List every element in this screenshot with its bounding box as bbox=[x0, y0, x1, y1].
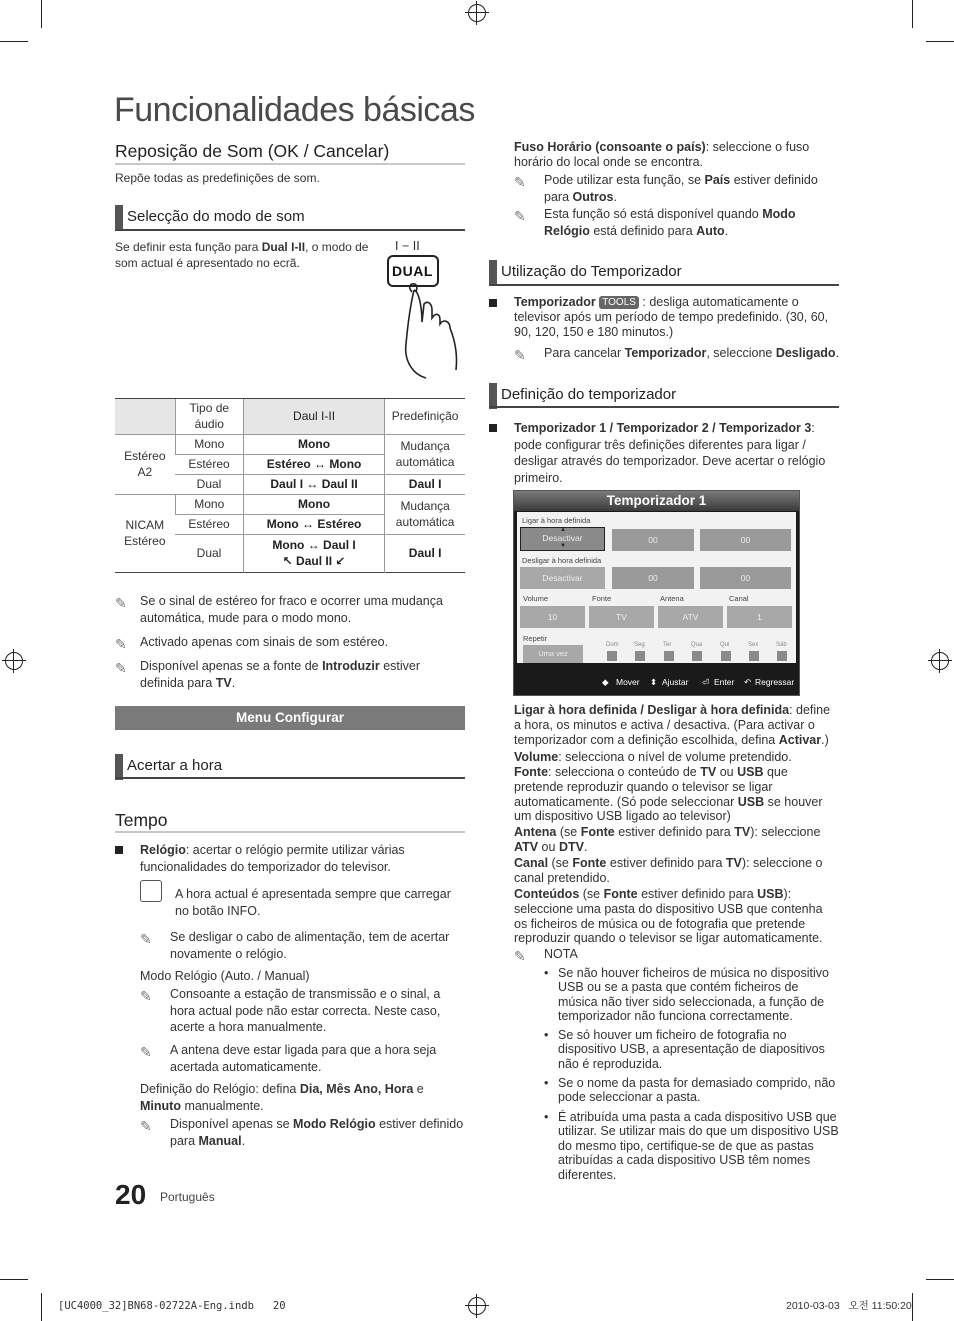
osd-footer bbox=[514, 669, 799, 695]
table-header: Daul I-II bbox=[243, 399, 384, 435]
nota-heading: ✎ NOTA bbox=[514, 947, 578, 964]
bullet-square-icon bbox=[489, 424, 497, 432]
day-label: Seg bbox=[634, 642, 645, 648]
table-header: Tipo de áudio bbox=[175, 399, 243, 435]
crop-mark bbox=[912, 0, 913, 28]
crop-mark bbox=[41, 1293, 42, 1321]
note: ✎ Se desligar o cabo de alimentação, tem de acertar novamente o relógio. bbox=[140, 930, 450, 961]
list-item: • Se não houver ficheiros de música no dispositivo USB ou se a pasta que contém ficheiros de música não tiver sido seleccionada, a função de temporizador não funciona correctamente. bbox=[544, 966, 839, 1024]
day-label: Sex bbox=[748, 642, 759, 648]
divider bbox=[115, 831, 465, 833]
crop-mark bbox=[912, 1293, 913, 1321]
table-cell: Mono bbox=[243, 435, 384, 455]
osd-panel bbox=[517, 512, 796, 663]
print-file-info: [UC4000_32]BN68-02722A-Eng.indb 20 bbox=[58, 1300, 286, 1312]
note: ✎ Pode utilizar esta função, se País estiver definido para Outros. bbox=[514, 173, 818, 204]
sound-mode-heading: Selecção do modo de som bbox=[115, 207, 305, 227]
tempo-heading: Tempo bbox=[115, 810, 168, 830]
footer-move: Mover bbox=[616, 677, 640, 687]
note: ✎ Disponível apenas se Modo Relógio estiver definido para Manual. bbox=[140, 1117, 464, 1148]
off-time-label: Desligar à hora definida bbox=[522, 556, 602, 565]
pencil-icon: ✎ bbox=[514, 208, 526, 224]
volume-field[interactable]: 10 bbox=[520, 606, 585, 628]
pencil-icon: ✎ bbox=[115, 660, 127, 676]
on-time-label: Ligar à hora definida bbox=[522, 516, 591, 525]
tools-button-icon: TOOLS bbox=[599, 296, 639, 309]
table-cell: Estéreo bbox=[175, 455, 243, 475]
clock-mode-title: Modo Relógio (Auto. / Manual) bbox=[140, 969, 310, 983]
dual-label: I − II bbox=[395, 239, 420, 253]
table-cell: Mono bbox=[175, 495, 243, 515]
sleep-timer-item: Temporizador TOOLS : desliga automaticamente o televisor após um período de tempo predefinido. (30, 60, 90, 120, 150 e 180 minutos.) bbox=[489, 295, 839, 340]
timer-usage-heading: Utilização do Temporizador bbox=[489, 262, 682, 282]
table-cell: Estéreo bbox=[175, 515, 243, 535]
volume-label: Volume bbox=[523, 594, 549, 603]
footer-adjust: Ajustar bbox=[662, 677, 689, 687]
enter-icon: ⏎ bbox=[702, 677, 710, 687]
registration-mark-icon bbox=[5, 652, 23, 670]
sound-mode-text: Se definir esta função para Dual I-II, o modo de som actual é apresentado no ecrã. bbox=[115, 240, 369, 270]
timer-osd-screen bbox=[513, 490, 800, 696]
relogio-item: Relógio: acertar o relógio permite utilizar várias funcionalidades do temporizador do televisor. bbox=[115, 842, 465, 875]
dual-button: DUAL bbox=[392, 263, 433, 279]
crop-mark bbox=[926, 1279, 954, 1280]
antenna-label: Antena bbox=[660, 594, 684, 603]
note: ✎ Esta função só está disponível quando Modo Relógio está definido para Auto. bbox=[514, 207, 796, 238]
up-arrow-icon: ▲ bbox=[560, 527, 566, 533]
pencil-icon: ✎ bbox=[140, 931, 152, 947]
table-cell: Dual bbox=[175, 475, 243, 495]
on-off-description: Ligar à hora definida / Desligar à hora definida: define a hora, os minutos e activa / desactiva. (Para activar o temporizador com a definição escolhida, defina Activar.) bbox=[514, 703, 831, 747]
source-field[interactable]: TV bbox=[589, 606, 654, 628]
divider bbox=[115, 163, 465, 165]
day-label: Ter bbox=[663, 642, 672, 648]
contents-description: Conteúdos (se Fonte estiver definido para USB): seleccione uma pasta do dispositivo USB que contenha os ficheiros de música ou de fotografia que pretende reproduzir quando o televisor se ligar automaticamente. bbox=[514, 887, 823, 946]
on-hour-field[interactable]: 00 bbox=[612, 529, 694, 551]
divider bbox=[115, 777, 465, 779]
table-cell: Estéreo ↔ Mono bbox=[243, 455, 384, 475]
on-time-select[interactable]: Desactivar bbox=[520, 527, 605, 551]
source-description: Fonte: selecciona o conteúdo de TV ou USB que pretende reproduzir quando o televisor se ligar automaticamente. (Só pode seleccionar USB se houver um dispositivo USB ligado ao televisor) bbox=[514, 765, 823, 824]
divider bbox=[115, 229, 465, 231]
table-cell: Daul I bbox=[385, 475, 465, 495]
table-cell: Mudança automática bbox=[385, 435, 465, 475]
reset-sound-heading: Reposição de Som (OK / Cancelar) bbox=[115, 141, 390, 161]
table-header: Predefinição bbox=[385, 399, 465, 435]
table-header bbox=[115, 399, 175, 435]
registration-mark-icon bbox=[931, 652, 949, 670]
pencil-icon: ✎ bbox=[140, 1044, 152, 1060]
antenna-description: Antena (se Fonte estiver definido para TV): seleccione ATV ou DTV. bbox=[514, 825, 821, 854]
pencil-icon: ✎ bbox=[140, 1118, 152, 1134]
info-note: A hora actual é apresentada sempre que carregar no botão INFO. bbox=[175, 887, 451, 918]
crop-mark bbox=[926, 41, 954, 42]
source-label: Fonte bbox=[592, 594, 612, 603]
timer-123-item: Temporizador 1 / Temporizador 2 / Temporizador 3: pode configurar três definições diferentes para ligar / desligar através do temporizador. Deve acertar o relógio primeiro. bbox=[489, 420, 839, 487]
adjust-arrows-icon: ⬍ bbox=[650, 677, 658, 687]
note: ✎ Disponível apenas se a fonte de Introduzir estiver definida para TV. bbox=[115, 659, 421, 690]
table-cell: Mono bbox=[243, 495, 384, 515]
table-cell: Mono ↔ Estéreo bbox=[243, 515, 384, 535]
return-icon: ↶ bbox=[744, 677, 752, 687]
table-cell: Dual bbox=[175, 535, 243, 573]
table-cell: Mono ↔ Daul I ↖ Daul II ↙ bbox=[243, 535, 384, 573]
print-date: 2010-03-03 오전 11:50:20 bbox=[786, 1300, 912, 1312]
off-hour-field[interactable]: 00 bbox=[612, 567, 694, 589]
day-checkbox[interactable] bbox=[749, 651, 759, 661]
day-checkbox[interactable] bbox=[721, 651, 731, 661]
note: ✎ Para cancelar Temporizador, seleccione Desligado. bbox=[514, 346, 840, 363]
divider bbox=[489, 284, 839, 286]
repeat-field[interactable]: Uma vez bbox=[523, 645, 583, 663]
divider bbox=[489, 406, 839, 408]
osd-title: Temporizador 1 bbox=[514, 491, 799, 511]
pencil-icon: ✎ bbox=[514, 174, 526, 190]
crop-mark bbox=[0, 1279, 28, 1280]
note: ✎ A antena deve estar ligada para que a hora seja acertada automaticamente. bbox=[140, 1043, 437, 1074]
table-cell: Daul I bbox=[385, 535, 465, 573]
day-checkbox[interactable] bbox=[777, 651, 787, 661]
timezone-text: Fuso Horário (consoante o país): seleccione o fuso horário do local onde se encontra. bbox=[514, 140, 810, 169]
day-label: Sáb bbox=[776, 642, 787, 648]
down-arrow-icon: ▼ bbox=[560, 543, 566, 549]
bullet-square-icon bbox=[489, 299, 497, 307]
day-label: Dom bbox=[606, 642, 619, 648]
table-group-label: NICAM Estéreo bbox=[115, 495, 175, 573]
antenna-field[interactable]: ATV bbox=[658, 606, 723, 628]
volume-description: Volume: selecciona o nível de volume pretendido. bbox=[514, 750, 792, 764]
clock-heading: Acertar a hora bbox=[115, 756, 222, 776]
off-time-select[interactable]: Desactivar bbox=[520, 567, 605, 589]
channel-field[interactable]: 1 bbox=[727, 606, 792, 628]
channel-label: Canal bbox=[729, 594, 749, 603]
list-item: • É atribuída uma pasta a cada dispositivo USB que utilizar. Se utilizar mais do que um dispositivo USB do mesmo tipo, certifique-se de que as pastas atribuídas a cada dispositivo USB têm nomes diferentes. bbox=[544, 1110, 839, 1182]
off-minute-field[interactable]: 00 bbox=[700, 567, 791, 589]
table-cell: Daul I ↔ Daul II bbox=[243, 475, 384, 495]
timer-setting-heading: Definição do temporizador bbox=[489, 385, 676, 405]
repeat-label: Repetir bbox=[523, 634, 548, 643]
page-title: Funcionalidades básicas bbox=[114, 91, 475, 129]
note: ✎ Activado apenas com sinais de som estéreo. bbox=[115, 635, 389, 652]
day-checkbox[interactable] bbox=[607, 651, 617, 661]
table-cell: Mono bbox=[175, 435, 243, 455]
on-minute-field[interactable]: 00 bbox=[700, 529, 791, 551]
day-checkbox[interactable] bbox=[692, 651, 702, 661]
pencil-icon: ✎ bbox=[514, 347, 526, 363]
page-language: Português bbox=[160, 1190, 215, 1204]
pencil-icon: ✎ bbox=[514, 948, 526, 964]
crop-mark bbox=[0, 41, 28, 42]
note: ✎ Consoante a estação de transmissão e o sinal, a hora actual pode não estar correcta. Neste caso, acerte a hora manualmente. bbox=[140, 987, 441, 1035]
day-checkbox[interactable] bbox=[664, 651, 674, 661]
crop-mark bbox=[41, 0, 42, 28]
move-arrows-icon: ◆ bbox=[602, 677, 609, 687]
registration-mark-icon bbox=[468, 4, 486, 22]
sound-mode-table bbox=[115, 398, 465, 573]
channel-description: Canal (se Fonte estiver definido para TV): seleccione o canal pretendido. bbox=[514, 856, 823, 885]
table-group-label: Estéreo A2 bbox=[115, 435, 175, 495]
footer-return: Regressar bbox=[755, 677, 795, 687]
remote-info-icon bbox=[140, 880, 162, 902]
day-label: Qui bbox=[720, 642, 730, 648]
clock-setting-text: Definição do Relógio: defina Dia, Mês Ano, Hora e Minuto manualmente. bbox=[140, 1082, 424, 1113]
day-label: Qua bbox=[691, 642, 703, 648]
menu-configurar-bar: Menu Configurar bbox=[115, 706, 465, 730]
page-number: 20 bbox=[115, 1179, 147, 1210]
table-cell: Mudança automática bbox=[385, 495, 465, 535]
day-checkbox[interactable] bbox=[635, 651, 645, 661]
footer-enter: Enter bbox=[714, 677, 735, 687]
list-item: • Se o nome da pasta for demasiado comprido, não pode seleccionar a pasta. bbox=[544, 1076, 839, 1105]
registration-mark-icon bbox=[468, 1297, 486, 1315]
pencil-icon: ✎ bbox=[115, 636, 127, 652]
list-item: • Se só houver um ficheiro de fotografia no dispositivo USB, a apresentação de diapositivos não é reproduzida. bbox=[544, 1028, 839, 1071]
reset-text: Repõe todas as predefinições de som. bbox=[115, 171, 320, 185]
note: ✎ Se o sinal de estéreo for fraco e ocorrer uma mudança automática, mude para o modo mono. bbox=[115, 594, 443, 625]
bullet-square-icon bbox=[115, 846, 123, 854]
pencil-icon: ✎ bbox=[115, 595, 127, 611]
pencil-icon: ✎ bbox=[140, 988, 152, 1004]
